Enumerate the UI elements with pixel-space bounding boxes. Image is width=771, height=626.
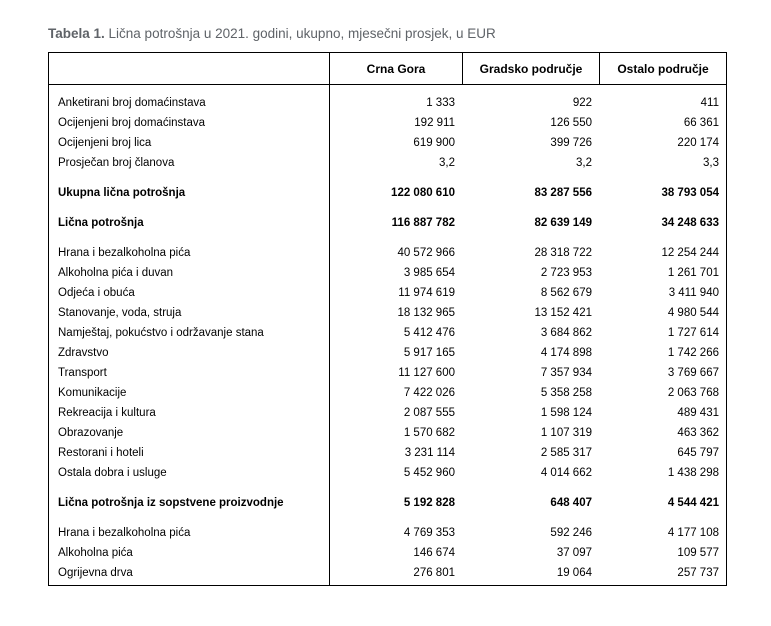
row-label: Hrana i bezalkoholna pića <box>58 527 191 539</box>
row-label: Lična potrošnja iz sopstvene proizvodnje <box>58 497 284 509</box>
cell-value: 3,2 <box>439 157 455 169</box>
column-header-gradsko-podrucje: Gradsko područje <box>462 53 599 84</box>
cell-value: 3 411 940 <box>668 287 719 299</box>
cell-value: 4 177 108 <box>667 527 719 539</box>
cell-value: 2 723 953 <box>540 267 592 279</box>
row-label: Odjeća i obuća <box>58 287 135 299</box>
column-header-ostalo-podrucje: Ostalo područje <box>599 53 726 84</box>
cell-value: 37 097 <box>556 547 592 559</box>
row-label: Komunikacije <box>58 387 127 399</box>
column-header-empty <box>49 53 329 84</box>
cell-value: 1 107 319 <box>540 427 592 439</box>
page-title <box>48 26 727 42</box>
table-row <box>49 363 726 383</box>
cell-value: 1 727 614 <box>667 327 719 339</box>
cell-value: 3 769 667 <box>667 367 719 379</box>
row-label: Ogrijevna drva <box>58 567 133 579</box>
cell-value: 1 261 701 <box>667 267 719 279</box>
cell-value: 146 674 <box>413 547 455 559</box>
cell-value: 3 985 654 <box>403 267 455 279</box>
row-label: Alkoholna pića <box>58 547 133 559</box>
cell-value: 1 438 298 <box>667 467 719 479</box>
cell-value: 276 801 <box>413 567 455 579</box>
table-row <box>49 263 726 283</box>
cell-value: 12 254 244 <box>661 247 719 259</box>
cell-value: 489 431 <box>677 407 719 419</box>
cell-value: 4 980 544 <box>667 307 719 319</box>
cell-value: 257 737 <box>677 567 719 579</box>
cell-value: 619 900 <box>413 137 455 149</box>
cell-value: 82 639 149 <box>534 217 592 229</box>
table-row <box>49 523 726 543</box>
cell-value: 83 287 556 <box>534 187 592 199</box>
row-label: Anketirani broj domaćinstava <box>58 97 206 109</box>
cell-value: 122 080 610 <box>391 187 455 199</box>
table-row <box>49 463 726 483</box>
document-page <box>48 26 727 586</box>
cell-value: 11 127 600 <box>398 367 455 379</box>
row-label: Lična potrošnja <box>58 217 144 229</box>
cell-value: 2 087 555 <box>403 407 455 419</box>
cell-value: 220 174 <box>677 137 719 149</box>
row-label: Restorani i hoteli <box>58 447 144 459</box>
row-label: Namještaj, pokućstvo i održavanje stana <box>58 327 264 339</box>
table-title-text: Lična potrošnja u 2021. godini, ukupno, mjesečni prosjek, u EUR <box>104 26 496 41</box>
cell-value: 19 064 <box>556 567 592 579</box>
row-label: Hrana i bezalkoholna pića <box>58 247 191 259</box>
table-row <box>49 113 726 133</box>
row-label: Rekreacija i kultura <box>58 407 156 419</box>
table-row <box>49 563 726 583</box>
cell-value: 3 684 862 <box>540 327 592 339</box>
table-row <box>49 403 726 423</box>
table-row <box>49 243 726 263</box>
table-row <box>49 543 726 563</box>
cell-value: 28 318 722 <box>534 247 592 259</box>
row-label: Stanovanje, voda, struja <box>58 307 182 319</box>
row-label: Alkoholna pića i duvan <box>58 267 174 279</box>
table-row <box>49 323 726 343</box>
cell-value: 5 917 165 <box>403 347 455 359</box>
table-row <box>49 383 726 403</box>
cell-value: 7 422 026 <box>403 387 455 399</box>
cell-value: 648 407 <box>550 497 592 509</box>
cell-value: 592 246 <box>550 527 592 539</box>
row-label: Ocijenjeni broj lica <box>58 137 152 149</box>
cell-value: 7 357 934 <box>540 367 592 379</box>
cell-value: 1 333 <box>426 97 455 109</box>
cell-value: 192 911 <box>414 117 455 129</box>
cell-value: 463 362 <box>677 427 719 439</box>
table-row <box>49 93 726 113</box>
table-row <box>49 213 726 233</box>
cell-value: 8 562 679 <box>540 287 592 299</box>
cell-value: 116 887 782 <box>391 217 455 229</box>
cell-value: 5 358 258 <box>540 387 592 399</box>
row-label: Prosječan broj članova <box>58 157 175 169</box>
cell-value: 2 063 768 <box>667 387 719 399</box>
table-row <box>49 343 726 363</box>
cell-value: 3,3 <box>703 157 719 169</box>
cell-value: 5 192 828 <box>403 497 455 509</box>
cell-value: 4 769 353 <box>403 527 455 539</box>
cell-value: 1 570 682 <box>403 427 455 439</box>
table-row <box>49 423 726 443</box>
cell-value: 4 014 662 <box>540 467 592 479</box>
table-row <box>49 133 726 153</box>
table-row <box>49 153 726 173</box>
table-row <box>49 493 726 513</box>
table-body <box>49 85 726 585</box>
cell-value: 38 793 054 <box>661 187 719 199</box>
cell-value: 3 231 114 <box>404 447 455 459</box>
cell-value: 3,2 <box>576 157 592 169</box>
row-label: Transport <box>58 367 107 379</box>
table-row <box>49 303 726 323</box>
row-label: Zdravstvo <box>58 347 109 359</box>
cell-value: 109 577 <box>677 547 719 559</box>
header-row <box>49 53 726 85</box>
cell-value: 1 598 124 <box>540 407 592 419</box>
cell-value: 40 572 966 <box>397 247 455 259</box>
column-header-crna-gora: Crna Gora <box>329 53 462 84</box>
cell-value: 399 726 <box>550 137 592 149</box>
table-row <box>49 283 726 303</box>
cell-value: 4 174 898 <box>540 347 592 359</box>
cell-value: 5 452 960 <box>403 467 455 479</box>
cell-value: 66 361 <box>683 117 719 129</box>
cell-value: 18 132 965 <box>397 307 455 319</box>
cell-value: 411 <box>700 97 719 109</box>
cell-value: 11 974 619 <box>398 287 455 299</box>
cell-value: 1 742 266 <box>667 347 719 359</box>
table-row <box>49 443 726 463</box>
cell-value: 2 585 317 <box>540 447 592 459</box>
statistics-table <box>48 52 727 586</box>
cell-value: 922 <box>572 97 592 109</box>
table-row <box>49 183 726 203</box>
row-label: Ocijenjeni broj domaćinstava <box>58 117 206 129</box>
row-label: Ostala dobra i usluge <box>58 467 167 479</box>
cell-value: 5 412 476 <box>403 327 455 339</box>
cell-value: 126 550 <box>550 117 592 129</box>
row-label: Ukupna lična potrošnja <box>58 187 186 199</box>
table-number-label: Tabela 1. <box>48 26 105 41</box>
cell-value: 13 152 421 <box>534 307 592 319</box>
cell-value: 645 797 <box>677 447 719 459</box>
cell-value: 4 544 421 <box>667 497 719 509</box>
row-label: Obrazovanje <box>58 427 124 439</box>
cell-value: 34 248 633 <box>661 217 719 229</box>
